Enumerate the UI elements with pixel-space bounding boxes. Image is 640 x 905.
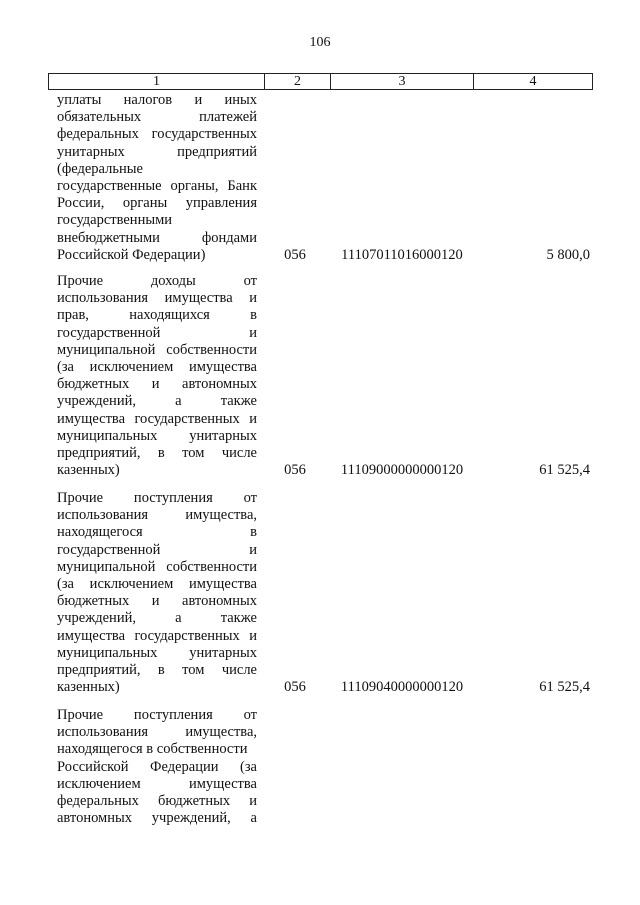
description-line: (за исключением имущества [57, 576, 257, 593]
description-line: России, органы управления [57, 195, 257, 212]
description-line: прав, находящихся в [57, 307, 257, 324]
row-description [57, 92, 257, 264]
description-line: муниципальной собственности [57, 341, 257, 358]
description-line: муниципальной собственности [57, 558, 257, 575]
description-line: использования имущества, [57, 724, 257, 741]
description-line: (за исключением имущества [57, 359, 257, 376]
description-line: муниципальных унитарных [57, 644, 257, 661]
table-header [48, 73, 593, 90]
description-line: Российской Федерации (за [57, 758, 257, 775]
header-col-4: 4 [529, 74, 537, 89]
description-line: государственной и [57, 541, 257, 558]
row-description [57, 273, 257, 479]
page-number: 106 [309, 35, 331, 50]
description-line: имущества государственных и [57, 410, 257, 427]
description-line: унитарных предприятий [57, 143, 257, 160]
row-code: 056 [284, 247, 306, 263]
description-line: использования имущества, [57, 507, 257, 524]
row-kbk: 11109000000000120 [340, 462, 464, 478]
description-line: бюджетных и автономных [57, 376, 257, 393]
description-line: (федеральные [57, 160, 143, 177]
header-col-1: 1 [49, 74, 265, 89]
row-code: 056 [284, 462, 306, 478]
description-line: находящегося в собственности [57, 741, 248, 758]
description-line: государственные органы, Банк [57, 178, 257, 195]
description-line: Прочие поступления от [57, 707, 257, 723]
description-line: бюджетных и автономных [57, 593, 257, 610]
description-line: находящегося в [57, 524, 257, 541]
description-line: предприятий, в том числе [57, 445, 257, 462]
description-line: федеральных государственных [57, 126, 257, 143]
description-line: использования имущества и [57, 290, 257, 307]
description-line: Российской Федерации) [57, 246, 206, 263]
description-line: имущества государственных и [57, 627, 257, 644]
row-description [57, 490, 257, 696]
description-line: Прочие поступления от [57, 490, 257, 506]
row-description [57, 707, 257, 827]
description-line: казенных) [57, 462, 120, 479]
description-line: федеральных бюджетных и [57, 793, 257, 810]
description-line: обязательных платежей [57, 109, 257, 126]
description-line: муниципальных унитарных [57, 427, 257, 444]
description-line: казенных) [57, 679, 120, 696]
row-kbk: 11109040000000120 [340, 679, 464, 695]
row-amount: 61 525,4 [539, 679, 590, 695]
header-col-2: 2 [265, 74, 331, 89]
description-line: исключением имущества [57, 775, 257, 792]
description-line: учреждений, а также [57, 610, 257, 627]
row-kbk: 11107011016000120 [341, 247, 463, 263]
description-line: государственными [57, 212, 173, 229]
description-line: учреждений, а также [57, 393, 257, 410]
description-line: Прочие доходы от [57, 273, 257, 289]
description-line: автономных учреждений, а [57, 810, 257, 827]
row-amount: 61 525,4 [539, 462, 590, 478]
header-col-3: 3 [331, 74, 474, 89]
row-amount: 5 800,0 [546, 247, 590, 263]
description-line: предприятий, в том числе [57, 662, 257, 679]
description-line: уплаты налогов и иных [57, 92, 257, 108]
description-line: государственной и [57, 324, 257, 341]
description-line: внебюджетными фондами [57, 229, 257, 246]
row-code: 056 [284, 679, 306, 695]
